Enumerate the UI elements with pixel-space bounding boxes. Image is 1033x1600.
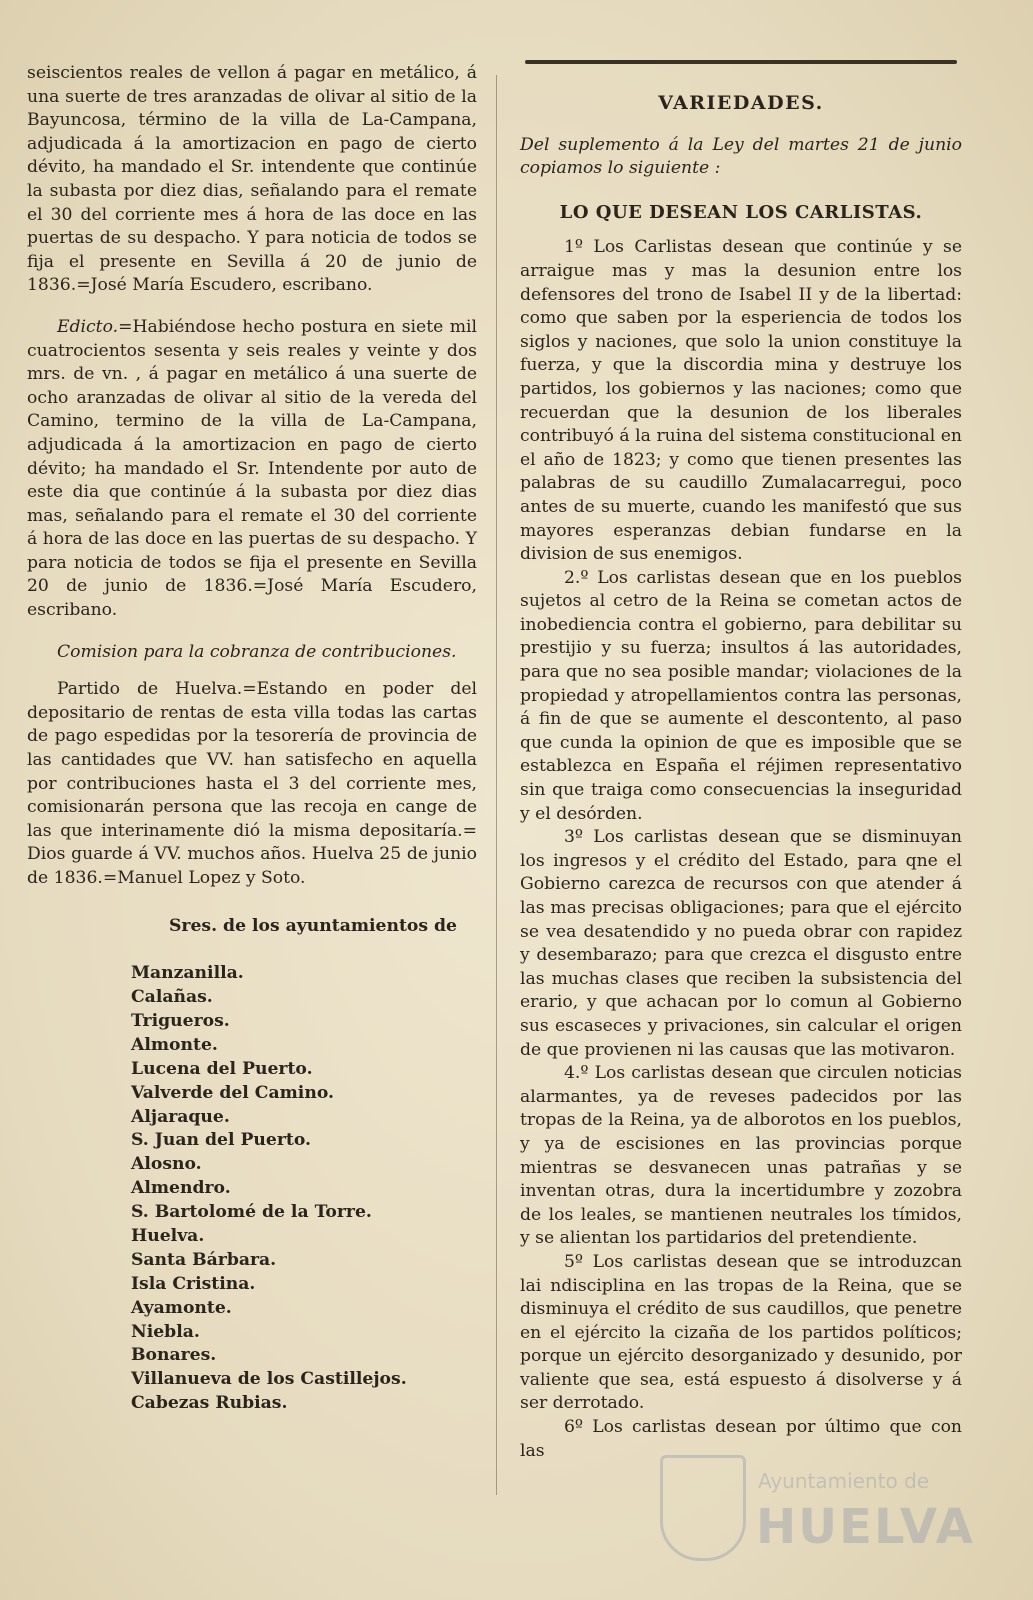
edicto-label: Edicto. [57,316,119,337]
article-item: 3º Los carlistas desean que se disminuyan los ingresos y el crédito del Estado, para qne el Gobierno carezca de recursos con que atender á las mas precisas obligaciones; para que el ejército se vea desatendido y no pueda obrar con rapidez y desembarazo; para que crezca el disgusto entre las muchas clases que reciben la subsistencia del erario, y que achacan por lo comun al Gobierno sus escaseces y privaciones, sin calcular el origen de que provienen ni las causas que las motivaron. [520,827,962,1060]
town-item: Valverde del Camino. [131,1082,334,1103]
town-item: Almonte. [131,1034,218,1055]
watermark-line1: Ayuntamiento de [758,1469,930,1493]
coat-of-arms-icon [660,1455,746,1561]
comision-text: Partido de Huelva.=Estando en poder del depositario de rentas de esta villa todas las cartas de pago espedidas por la tesorería de provincia de las cantidades que VV. han satisfecho en aquella por contribuciones hasta el 3 del corriente mes, comisionarán persona que las recoja en cange de las que interinamente dió la misma depositaría.= Dios guarde á VV. muchos años. Huelva 25 de junio de 1836.=Manuel Lopez y Soto. [27,679,477,888]
column-divider [496,75,497,1495]
town-item: Isla Cristina. [131,1273,256,1294]
town-item: Aljaraque. [131,1106,230,1127]
town-item: Santa Bárbara. [131,1249,277,1270]
section-title: VARIEDADES. [658,92,824,114]
town-item: Calañas. [131,987,213,1008]
town-item: Manzanilla. [131,963,244,984]
article-item: 2.º Los carlistas desean que en los pueblos sujetos al cetro de la Reina se cometan actos de inobediencia contra el gobierno, para debilitar su prestijio y su fuerza; insultos á las autoridades, para que no sea posible mandar; violaciones de la propiedad y atropellamientos contra las personas, á fin de que se aumente el descontento, al paso que cunda la opinion de que es imposible que se establezca en España el réjimen representativo sin que traiga como consecuencias la inseguridad y el desórden. [520,567,962,824]
article-item: 1º Los Carlistas desean que continúe y se arraigue mas y mas la desunion entre los defensores del trono de Isabel II y de la libertad: como que saben por la esperiencia de todos los siglos y naciones, que solo la union constituye la fuerza, y que la discordia mina y destruye los partidos, los gobiernos y las naciones; como que recuerdan que la desunion de los liberales contribuyó á la ruina del sistema constitucional en el año de 1823; y como que tienen presentes las palabras de su caudillo Zumalacarregui, poco antes de su muerte, cuando les manifestó que sus mayores esperanzas debian fundarse en la division de sus enemigos. [520,237,962,565]
article-item: 4.º Los carlistas desean que circulen noticias alarmantes, ya de reveses padecidos por las tropas de la Reina, ya de alborotos en los pueblos, y ya de escisiones en las provincias porque mientras se desvanecen unas patrañas y se inventan otras, dura la incertidumbre y zozobra de los leales, se mantienen neutrales los tímidos, y se alientan los partidarios del pretendiente. [520,1063,962,1249]
auction-notice-continued: seiscientos reales de vellon á pagar en metálico, á una suerte de tres aranzadas de olivar al sitio de la Bayuncosa, término de la villa de La-Campana, adjudicada á la amortizacion en pago de cierto dévito, ha mandado el Sr. intendente que continúe la subasta por diez dias, señalando para el remate el 30 del corriente mes á hora de las doce en las puertas de su despacho. Y para noticia de todos se fija el presente en Sevilla á 20 de junio de 1836.=José María Escudero, escribano. [27,63,477,296]
edicto-paragraph [27,316,477,623]
town-item: Almendro. [131,1178,231,1199]
edicto-text: =Habiéndose hecho postura en siete mil cuatrocientos sesenta y seis reales y veinte y dos mrs. de vn. , á pagar en metálico á una suerte de ocho aranzadas de olivar al sitio de la vereda del Camino, termino de la villa de La-Campana, adjudicada á la amortizacion en pago de cierto dévito; ha mandado el Sr. Intendente por auto de este dia que continúe á la subasta por diez dias mas, señalando para el remate el 30 del corriente á hora de las doce en las puertas de su despacho. Y para noticia de todos se fija el presente en Sevilla 20 de junio de 1836.=José María Escudero, escribano. [27,316,477,621]
article-item: 6º Los carlistas desean por último que con las [520,1417,962,1461]
right-column [520,62,962,1463]
town-item: Cabezas Rubias. [131,1393,288,1414]
town-item: Villanueva de los Castillejos. [131,1369,407,1390]
town-list [27,962,477,1416]
town-item: Lucena del Puerto. [131,1058,313,1079]
town-item: Huelva. [131,1225,205,1246]
left-column [27,62,477,1416]
town-item: S. Bartolomé de la Torre. [131,1202,372,1223]
town-item: Niebla. [131,1321,200,1342]
town-item: Bonares. [131,1345,217,1366]
intro-line: Del suplemento á la Ley del martes 21 de junio copiamos lo siguiente : [520,134,962,179]
article-item: 5º Los carlistas desean que se introduzcan lai ndisciplina en las tropas de la Reina, que se disminuya el crédito de sus caudillos, que penetre en el ejército la cizaña de los partidos políticos; porque un ejército desorganizado y desunido, por valiente que sea, está espuesto á disolverse y á ser derrotado. [520,1251,962,1414]
addressee-line: Sres. de los ayuntamientos de [169,915,457,936]
town-item: Alosno. [131,1154,202,1175]
town-item: Ayamonte. [131,1297,232,1318]
comision-heading: Comision para la cobranza de contribuciones. [57,641,457,662]
watermark-line2: HUELVA [756,1499,975,1555]
town-item: S. Juan del Puerto. [131,1130,311,1151]
archive-watermark [660,1455,980,1565]
town-item: Trigueros. [131,1010,230,1031]
article-title: LO QUE DESEAN LOS CARLISTAS. [559,201,923,223]
